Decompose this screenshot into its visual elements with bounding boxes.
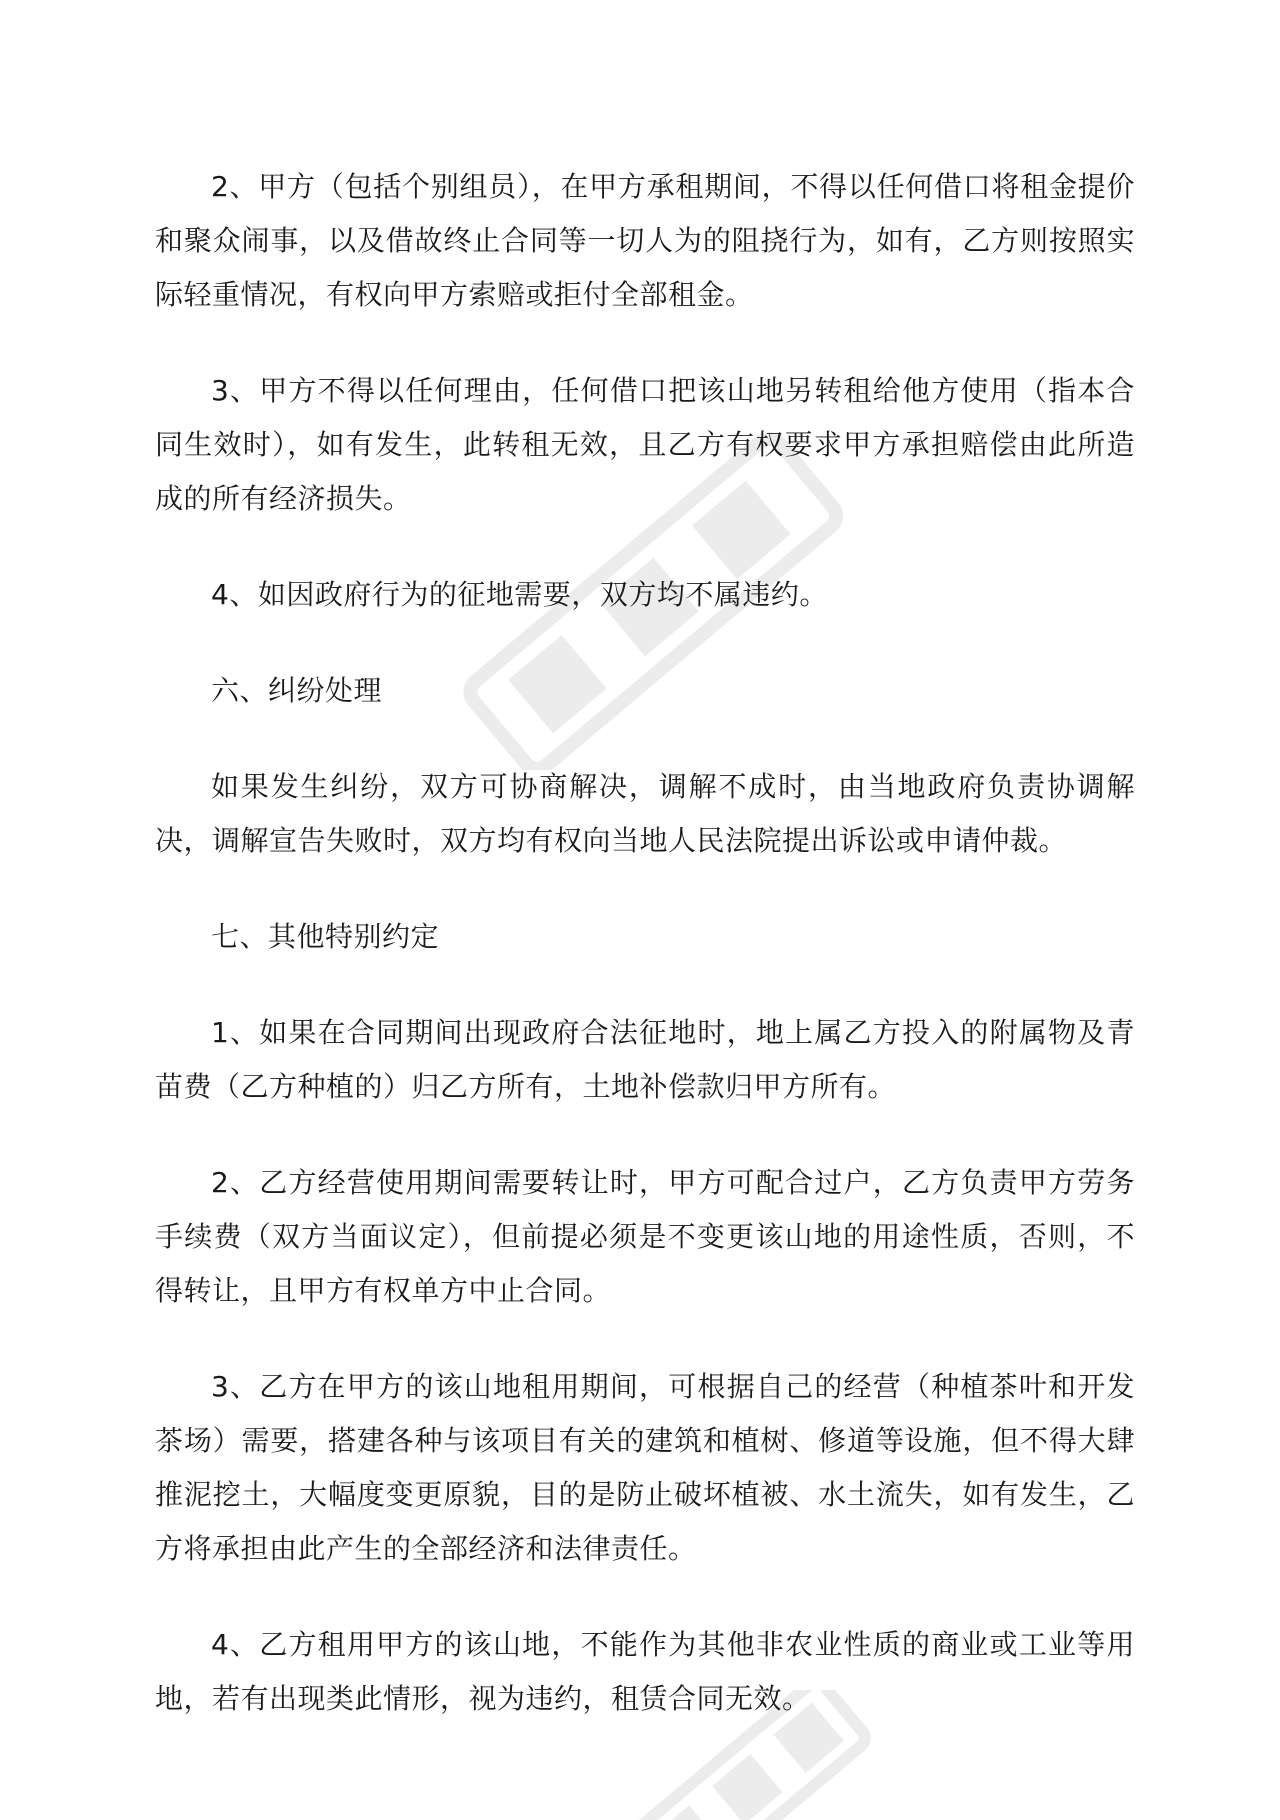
clause-paragraph: 3、甲方不得以任何理由，任何借口把该山地另转租给他方使用（指本合同生效时），如有发生，此转租无效，且乙方有权要求甲方承担赔偿由此所造成的所有经济损失。 xyxy=(155,374,1135,515)
clause-paragraph: 2、乙方经营使用期间需要转让时，甲方可配合过户，乙方负责甲方劳务手续费（双方当面议定），但前提必须是不变更该山地的用途性质，否则，不得转让，且甲方有权单方中止合同。 xyxy=(155,1166,1135,1307)
section-heading: 六、纠纷处理 xyxy=(211,674,383,707)
section-heading: 七、其他特别约定 xyxy=(211,920,440,953)
document-body xyxy=(155,160,1135,1726)
clause-paragraph: 2、甲方（包括个别组员），在甲方承租期间，不得以任何借口将租金提价和聚众闹事，以及借故终止合同等一切人为的阻挠行为，如有，乙方则按照实际轻重情况，有权向甲方索赔或拒付全部租金。 xyxy=(155,170,1135,311)
clause-paragraph: 4、乙方租用甲方的该山地，不能作为其他非农业性质的商业或工业等用地，若有出现类此情形，视为违约，租赁合同无效。 xyxy=(155,1628,1135,1715)
clause-paragraph: 如果发生纠纷，双方可协商解决，调解不成时，由当地政府负责协调解决，调解宣告失败时，双方均有权向当地人民法院提出诉讼或申请仲裁。 xyxy=(155,770,1135,857)
clause-paragraph: 1、如果在合同期间出现政府合法征地时，地上属乙方投入的附属物及青苗费（乙方种植的）归乙方所有，土地补偿款归甲方所有。 xyxy=(155,1016,1135,1103)
clause-paragraph: 3、乙方在甲方的该山地租用期间，可根据自己的经营（种植茶叶和开发茶场）需要，搭建各种与该项目有关的建筑和植树、修道等设施，但不得大肆推泥挖土，大幅度变更原貌，目的是防止破坏植被、水土流失，如有发生，乙方将承担由此产生的全部经济和法律责任。 xyxy=(155,1370,1135,1565)
clause-paragraph: 4、如因政府行为的征地需要，双方均不属违约。 xyxy=(211,578,828,611)
